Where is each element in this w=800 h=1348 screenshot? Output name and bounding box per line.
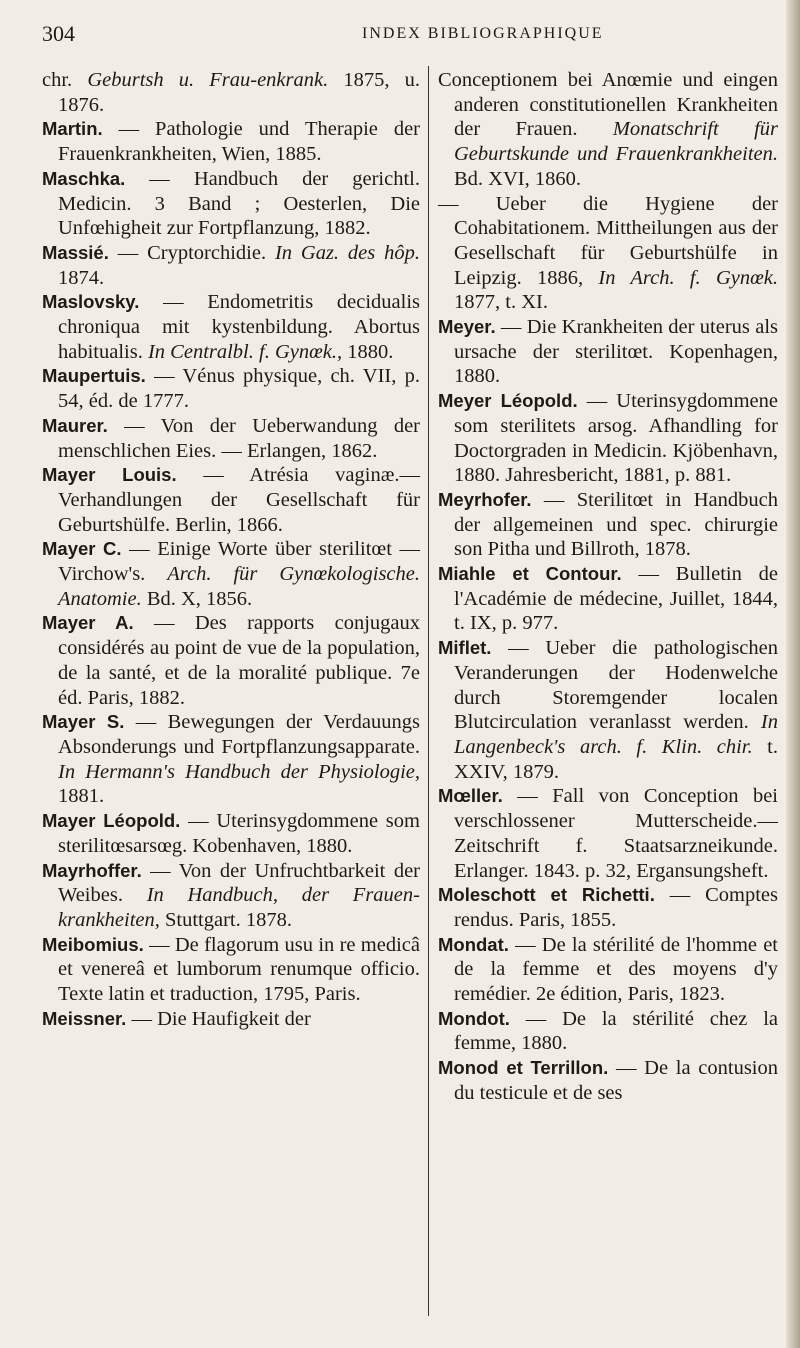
entry-text: — Comptes rendus. Paris, 1855. [454,884,778,931]
bibliography-entry [438,883,778,932]
entry-text: — Des rapports conjugaux considérés au point de vue de la population, de la santé, et de la moralité publique. 7e éd. Paris, 1882. [58,612,420,709]
author-name: Mayer C. [42,538,122,560]
author-name: Meyrhofer. [438,488,532,510]
bibliography-entry [438,68,778,192]
bibliography-entry [42,117,420,166]
author-name: Mondot. [438,1007,510,1029]
bibliography-entry [42,933,420,1007]
bibliography-entry [438,389,778,488]
publication-title: In Arch. f. Gynœk. [598,266,778,289]
bibliography-entry [42,859,420,933]
author-name: Mayrhoffer. [42,859,142,881]
entry-text: — Einige Worte über sterilitœt — Virchow's. [58,538,420,586]
entry-text: — Uterinsygdommene som sterilitets arsog. Afhandling for Doctorgraden in Medicin. Kjöbenhavn, 1880. Jahresbericht, 1881, p. 881. [454,390,778,487]
entry-details: 1874. [58,266,105,289]
author-name: Mayer Léopold. [42,810,181,832]
author-name: Mœller. [438,785,503,807]
bibliography-entry [438,192,778,316]
entry-text: Conceptionem bei Anœmie und eingen anderen constitutionellen Krankheiten der Frauen. [438,69,778,141]
publication-title: Monatschrift für Geburtskunde und Frauenkrankheiten. [454,118,778,166]
entry-text: — Von der Ueberwandung der menschlichen Eies. — Erlangen, 1862. [58,414,420,462]
entry-text: — Vénus physique, ch. VII, p. 54, éd. de 1777. [58,365,420,413]
bibliography-entry [42,611,420,710]
bibliography-entry [42,290,420,364]
entry-details: Stuttgart. 1878. [159,908,292,931]
entry-text: — Endometritis decidualis chroniqua mit kystenbildung. Abortus habitualis. [58,291,420,363]
bibliography-entry [438,562,778,636]
page-edge-shadow [786,0,800,1348]
author-name: Meissner. [42,1007,127,1029]
page-header [42,14,662,54]
column-divider [428,66,429,1316]
entry-text: — De la stérilité chez la femme, 1880. [454,1007,778,1055]
publication-title: In Gaz. des hôp. [274,241,420,264]
entry-text: — Bewegungen der Verdauungs Absonderungs und Fortpflanzungsapparate. [58,711,420,758]
bibliography-entry [42,710,420,809]
bibliography-entry [42,537,420,611]
bibliography-entry [438,315,778,389]
publication-title: Arch. für Gynœkologische. Anatomie. [58,563,420,610]
entry-text: — Ueber die Hygiene der Cohabitationem. Mittheilungen aus der Gesellschaft für Geburtshülfe in Leipzig. 1886, [438,192,778,289]
author-name: Moleschott et Richetti. [438,884,655,906]
author-name: Meyer Léopold. [438,390,578,412]
entry-text: — Die Krankheiten der uterus als ursache der sterilitœt. Kopenhagen, 1880. [454,316,778,388]
entry-text: — Sterilitœt in Handbuch der allgemeinen und spec. chirurgie son Pitha und Billroth, 1878. [454,488,778,561]
author-name: Mondat. [438,933,509,955]
bibliography-entry [42,1007,420,1032]
author-name: Martin. [42,118,103,140]
entry-text: — Von der Unfruchtbarkeit der Weibes. [58,859,420,907]
entry-text: — Handbuch der gerichtl. Medicin. 3 Band ; Oesterlen, Die Unfœhigheit zur Fortpflanzung, 1882. [58,167,420,240]
author-name: Maslovsky. [42,291,140,313]
bibliography-entry [42,364,420,413]
author-name: Maupertuis. [42,365,146,387]
entry-details: Bd. XVI, 1860. [454,167,581,190]
publication-title: Geburtsh u. Frau-enkrank. [87,69,329,91]
entry-text: — De la contusion du testicule et de ses [454,1057,778,1104]
bibliography-entry [438,1056,778,1105]
bibliography-entry [42,414,420,463]
author-name: Miahle et Contour. [438,563,622,585]
left-column [42,68,420,1031]
entry-details: 1881. [58,785,105,808]
bibliography-entry [42,68,420,117]
entry-text: — Fall von Conception bei verschlossener Mutterscheide.— Zeitschrift f. Staatsarzneikunde. Erlanger. 1843. p. 32, Ergansungsheft. [454,785,778,882]
entry-details: , 1880. [337,340,394,363]
bibliography-entry [438,488,778,562]
entry-details: 1877, t. XI. [454,291,548,314]
bibliography-entry [42,241,420,290]
entry-text: — Cryptorchidie. [108,241,275,264]
bibliography-entry [438,636,778,784]
entry-text: chr. [42,69,88,91]
author-name: Monod et Terrillon. [438,1057,609,1079]
bibliography-entry [42,463,420,537]
author-name: Meibomius. [42,933,144,955]
entry-text: — Atrésia vaginæ.— Verhandlungen der Gesellschaft für Geburtshülfe. Berlin, 1866. [58,464,420,536]
author-name: Meyer. [438,316,496,338]
entry-text: — Uterinsygdommene som sterilitœsarsœg. Kobenhaven, 1880. [58,810,420,857]
author-name: Massié. [42,241,109,263]
author-name: Maurer. [42,414,108,436]
publication-title: In Centralbl. f. Gynœk. [147,340,338,363]
entry-text: — De la stérilité de l'homme et de la femme et des moyens d'y remédier. 2e édition, Paris, 1823. [454,933,778,1006]
running-title: INDEX BIBLIOGRAPHIQUE [362,25,604,42]
author-name: Mayer S. [42,711,125,733]
author-name: Maschka. [42,167,126,189]
entry-text: — Bulletin de l'Académie de médecine, Juillet, 1844, t. IX, p. 977. [454,563,779,635]
page-number: 304 [42,21,75,46]
publication-title: In Handbuch, der Frauen-krankheiten, [58,884,420,931]
bibliography-entry [438,933,778,1007]
bibliography-entry [42,167,420,241]
author-name: Miflet. [438,637,492,659]
entry-details: Bd. X, 1856. [141,587,253,610]
publication-title: In Langenbeck's arch. f. Klin. chir. [454,711,778,758]
publication-title: In Hermann's Handbuch der Physiologie, [58,760,420,783]
entry-text: — Pathologie und Therapie der Frauenkrankheiten, Wien, 1885. [58,118,420,166]
entry-text: — Ueber die pathologischen Veranderungen der Hodenwelche durch Storemgender localen Blutcirculation veranlasst werden. [454,637,778,734]
entry-details: 1875, u. 1876. [58,69,421,116]
bibliography-entry [438,1007,778,1056]
bibliography-entry [42,809,420,858]
bibliography-entry [438,784,778,883]
right-column [438,68,778,1106]
entry-text: — De flagorum usu in re medicâ et venereâ et lumborum renumque officio. Texte latin et traduction, 1795, Paris. [58,933,420,1006]
entry-text: — Die Haufigkeit der [126,1007,311,1030]
author-name: Mayer Louis. [42,464,177,486]
entry-details: t. XXIV, 1879. [454,735,778,783]
author-name: Mayer A. [42,612,134,634]
